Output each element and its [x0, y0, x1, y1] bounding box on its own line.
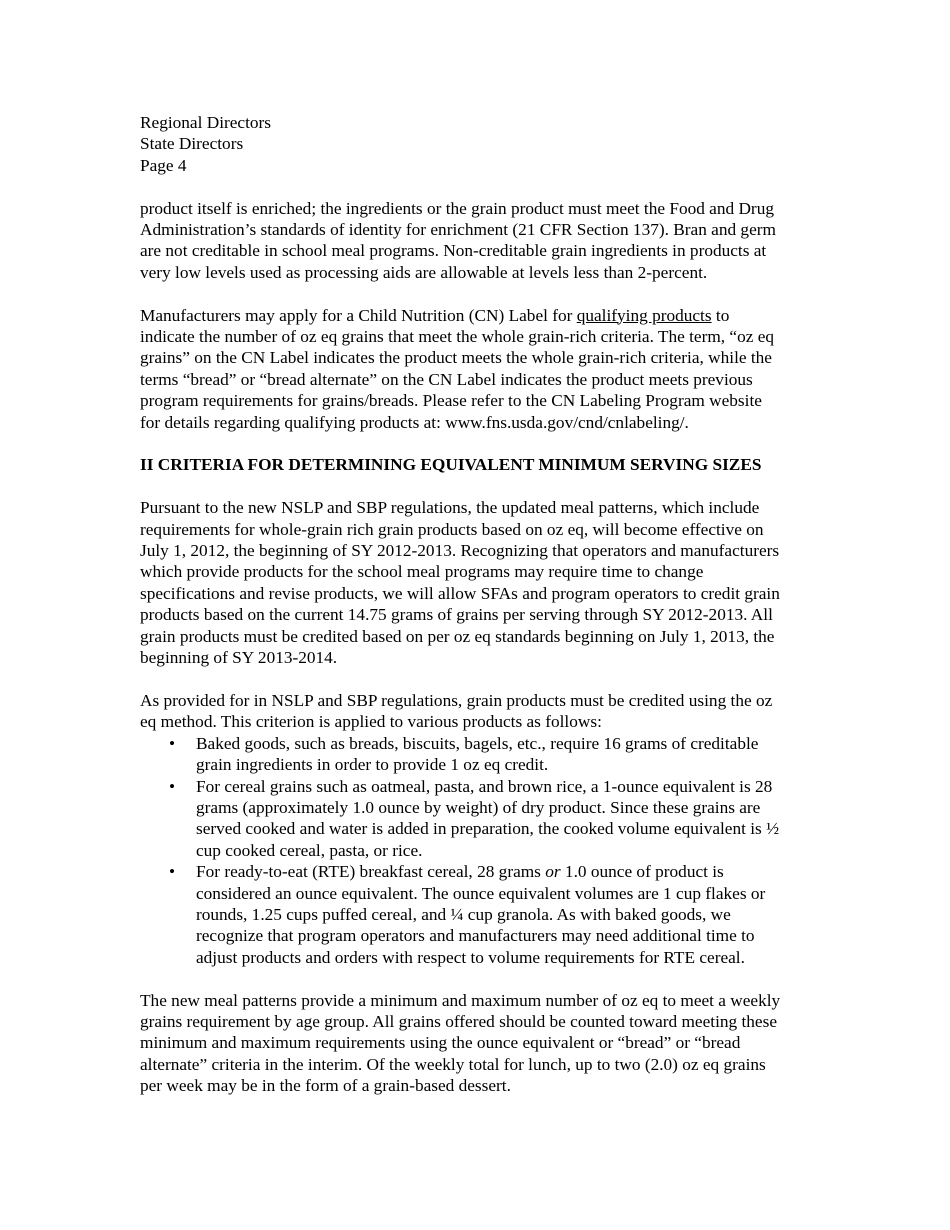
page-content	[140, 112, 840, 1097]
text-line: indicate the number of oz eq grains that meet the whole grain-rich criteria. The term, “oz eq	[140, 327, 775, 347]
text-line: grain ingredients in order to provide 1 oz eq credit.	[196, 755, 549, 775]
text-line	[196, 861, 840, 882]
text-line: rounds, 1.25 cups puffed cereal, and ¼ cup granola. As with baked goods, we	[196, 904, 731, 924]
text-line: Baked goods, such as breads, biscuits, bagels, etc., require 16 grams of creditable	[196, 733, 759, 753]
criteria-list	[140, 733, 840, 968]
bullet-icon: •	[169, 776, 176, 796]
text-line: July 1, 2012, the beginning of SY 2012-2013. Recognizing that operators and manufacturers	[140, 541, 780, 561]
text-line: are not creditable in school meal programs. Non-creditable grain ingredients in products at	[140, 241, 767, 261]
text-line: requirements for whole-grain rich grain products based on oz eq, will become effective on	[140, 519, 764, 539]
text-line: grains” on the CN Label indicates the product meets the whole grain-rich criteria, while the	[140, 348, 772, 368]
text-fragment: Manufacturers may apply for a Child Nutrition (CN) Label for	[140, 305, 577, 325]
qualifying-products-link[interactable]: qualifying products	[576, 305, 712, 325]
text-fragment: to	[711, 305, 730, 325]
bullet-icon: •	[169, 862, 176, 882]
text-line: Pursuant to the new NSLP and SBP regulations, the updated meal patterns, which include	[140, 498, 760, 518]
text-line: served cooked and water is added in preparation, the cooked volume equivalent is ½	[196, 819, 780, 839]
text-line: program requirements for grains/breads. Please refer to the CN Labeling Program website	[140, 391, 762, 411]
text-line: considered an ounce equivalent. The ounce equivalent volumes are 1 cup flakes or	[196, 883, 766, 903]
header-recipient-2: State Directors	[140, 134, 244, 154]
text-line: which provide products for the school meal programs may require time to change	[140, 562, 704, 582]
text-line: beginning of SY 2013-2014.	[140, 648, 338, 668]
list-item-baked-goods	[140, 733, 840, 776]
paragraph-enrichment	[140, 198, 840, 284]
paragraph-weekly-requirements	[140, 990, 840, 1097]
list-item-cereal-grains	[140, 776, 840, 862]
text-line: adjust products and orders with respect to volume requirements for RTE cereal.	[196, 947, 745, 967]
paragraph-cn-label	[140, 305, 840, 433]
paragraph-effective-date	[140, 497, 840, 668]
text-line: cup cooked cereal, pasta, or rice.	[196, 840, 423, 860]
text-line: very low levels used as processing aids are allowable at levels less than 2-percent.	[140, 262, 708, 282]
paragraph-oz-eq-method	[140, 690, 840, 733]
text-line: recognize that program operators and manufacturers may need additional time to	[196, 926, 755, 946]
text-line: grains requirement by age group. All grains offered should be counted toward meeting these	[140, 1011, 777, 1031]
section-heading: II CRITERIA FOR DETERMINING EQUIVALENT MINIMUM SERVING SIZES	[140, 455, 762, 475]
text-fragment: For ready-to-eat (RTE) breakfast cereal, 28 grams	[196, 862, 546, 882]
list-item-rte-cereal	[140, 861, 840, 968]
text-line: As provided for in NSLP and SBP regulations, grain products must be credited using the oz	[140, 690, 773, 710]
text-line: for details regarding qualifying products at: www.fns.usda.gov/cnd/cnlabeling/.	[140, 412, 689, 432]
page-number: Page 4	[140, 155, 187, 175]
text-fragment: 1.0 ounce of product is	[560, 862, 724, 882]
text-line: products based on the current 14.75 grams of grains per serving through SY 2012-2013. All	[140, 605, 773, 625]
text-line: specifications and revise products, we will allow SFAs and program operators to credit grain	[140, 583, 780, 603]
text-line: grams (approximately 1.0 ounce by weight) of dry product. Since these grains are	[196, 797, 761, 817]
bullet-icon: •	[169, 733, 176, 753]
text-line: alternate” criteria in the interim. Of the weekly total for lunch, up to two (2.0) oz eq grains	[140, 1054, 766, 1074]
letter-header	[140, 112, 840, 176]
text-line: eq method. This criterion is applied to various products as follows:	[140, 712, 602, 732]
italic-emphasis: or	[545, 862, 561, 882]
text-line: minimum and maximum requirements using the ounce equivalent or “bread” or “bread	[140, 1033, 741, 1053]
text-line: product itself is enriched; the ingredients or the grain product must meet the Food and Drug	[140, 198, 774, 218]
text-line: Administration’s standards of identity for enrichment (21 CFR Section 137). Bran and germ	[140, 220, 776, 240]
text-line: grain products must be credited based on per oz eq standards beginning on July 1, 2013, the	[140, 626, 775, 646]
text-line	[140, 305, 840, 326]
text-line: The new meal patterns provide a minimum and maximum number of oz eq to meet a weekly	[140, 990, 781, 1010]
text-line: terms “bread” or “bread alternate” on the CN Label indicates the product meets previous	[140, 369, 753, 389]
text-line: per week may be in the form of a grain-based dessert.	[140, 1076, 511, 1096]
header-recipient-1: Regional Directors	[140, 113, 272, 132]
text-line: For cereal grains such as oatmeal, pasta, and brown rice, a 1-ounce equivalent is 28	[196, 776, 773, 796]
